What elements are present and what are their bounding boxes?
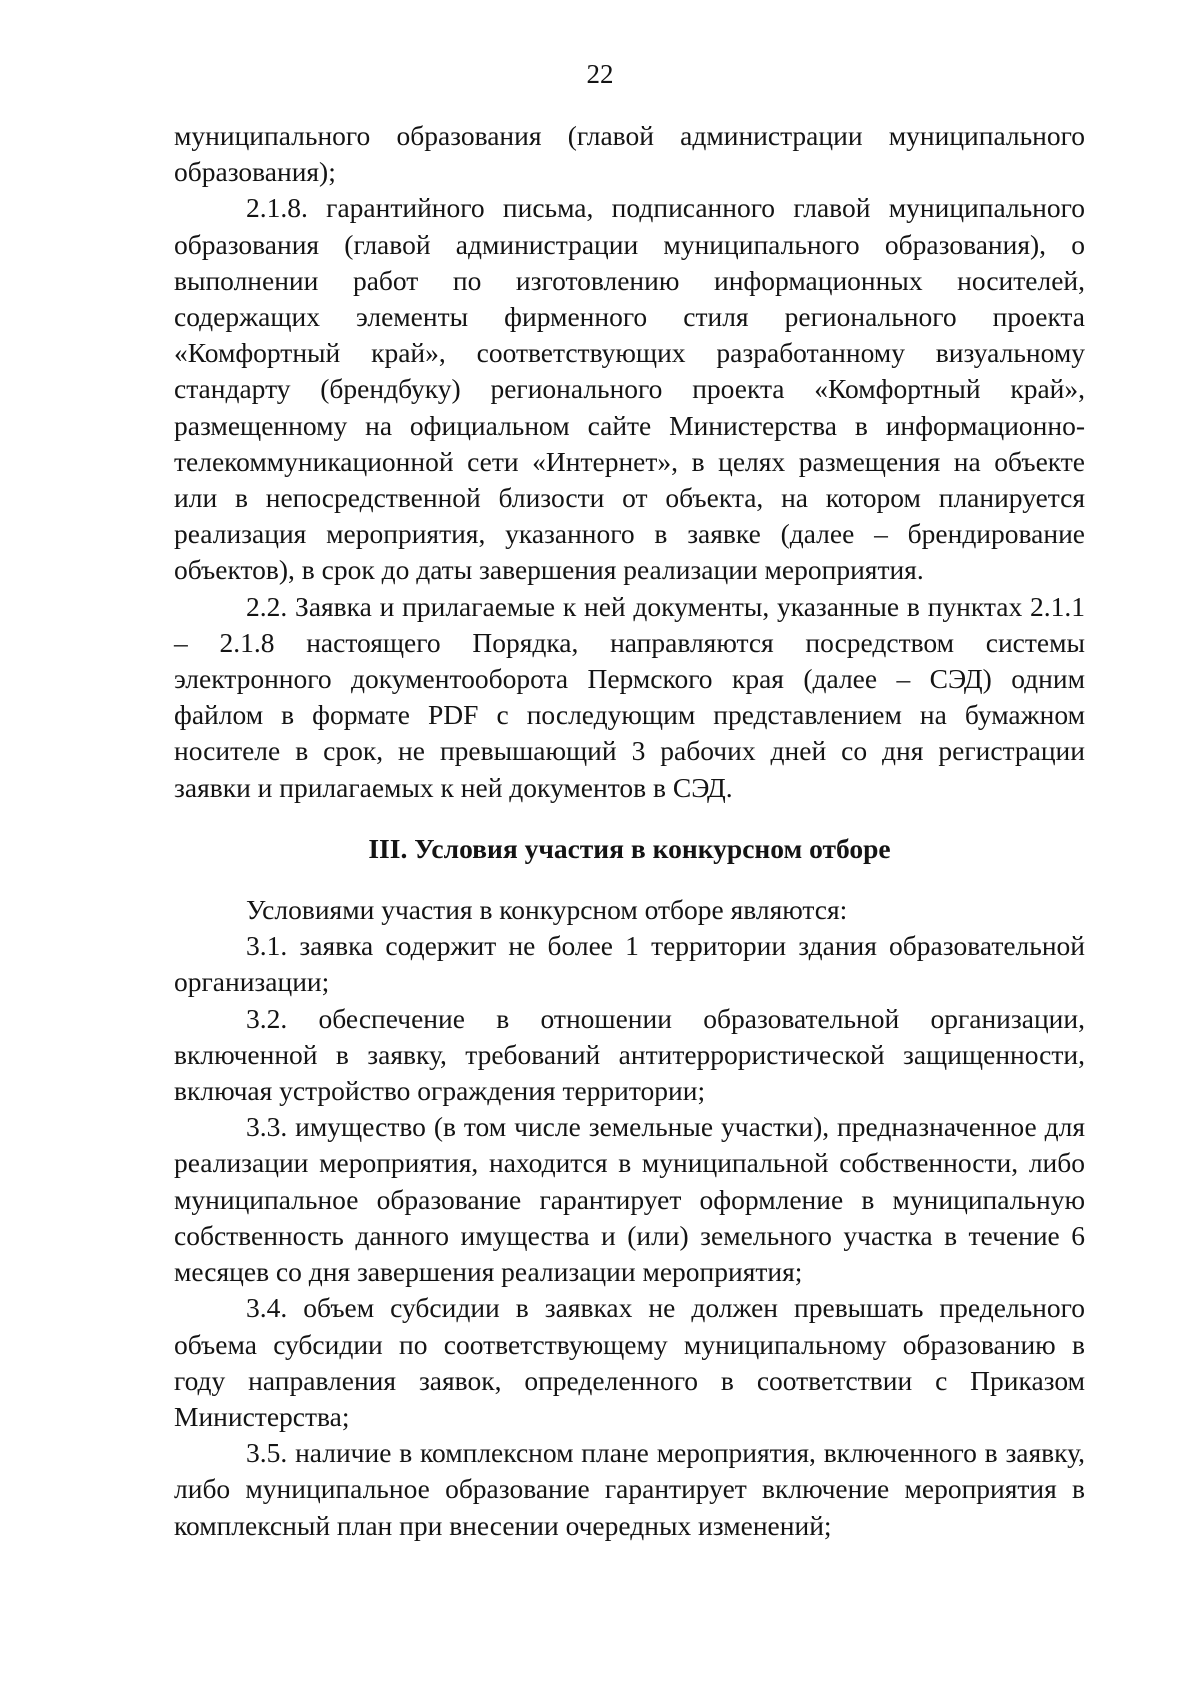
paragraph-2-2: 2.2. Заявка и прилагаемые к ней документы, указанные в пунктах 2.1.1 – 2.1.8 настоящего Порядка, направляются посредством системы электронного документооборота Пермского края (далее – СЭД) одним файлом в формате PDF с последующим представлением на бумажном носителе в срок, не превышающий 3 рабочих дней со дня регистрации заявки и прилагаемых к ней документов в СЭД. <box>174 590 1085 803</box>
section-intro: Условиями участия в конкурсном отборе являются: <box>246 894 848 926</box>
paragraph-3-5: 3.5. наличие в комплексном плане мероприятия, включенного в заявку, либо муниципальное образование гарантирует включение мероприятия в комплексный план при внесении очередных изменений; <box>174 1437 1085 1541</box>
paragraph-3-2: 3.2. обеспечение в отношении образовательной организации, включенной в заявку, требований антитеррористической защищенности, включая устройство ограждения территории; <box>174 1002 1085 1107</box>
paragraph-3-3: 3.3. имущество (в том числе земельные участки), предназначенное для реализации мероприятия, находится в муниципальной собственности, либо муниципальное образование гарантирует оформление в муниципальную собственность данного имущества и (или) земельного участка в течение 6 месяцев со дня завершения реализации мероприятия; <box>174 1111 1085 1288</box>
document-body <box>174 118 1085 1544</box>
section-heading: III. Условия участия в конкурсном отборе <box>368 832 891 864</box>
paragraph-continued: муниципального образования (главой администрации муниципального образования); <box>174 120 1085 188</box>
paragraph-3-1: 3.1. заявка содержит не более 1 территории здания образовательной организации; <box>174 930 1085 998</box>
page-number: 22 <box>586 59 614 89</box>
paragraph-2-1-8: 2.1.8. гарантийного письма, подписанного главой муниципального образования (главой администрации муниципального образования), о выполнении работ по изготовлению информационных носителей, содержащих элементы фирменного стиля регионального проекта «Комфортный край», соответствующих разработанному визуальному стандарту (брендбуку) регионального проекта «Комфортный край», размещенному на официальном сайте Министерства в информационно-телекоммуникационной сети «Интернет», в целях размещения на объекте или в непосредственной близости от объекта, на котором планируется реализация мероприятия, указанного в заявке (далее – брендирование объектов), в срок до даты завершения реализации мероприятия. <box>174 192 1085 586</box>
paragraph-3-4: 3.4. объем субсидии в заявках не должен превышать предельного объема субсидии по соответствующему муниципальному образованию в году направления заявок, определенного в соответствии с Приказом Министерства; <box>174 1292 1085 1432</box>
